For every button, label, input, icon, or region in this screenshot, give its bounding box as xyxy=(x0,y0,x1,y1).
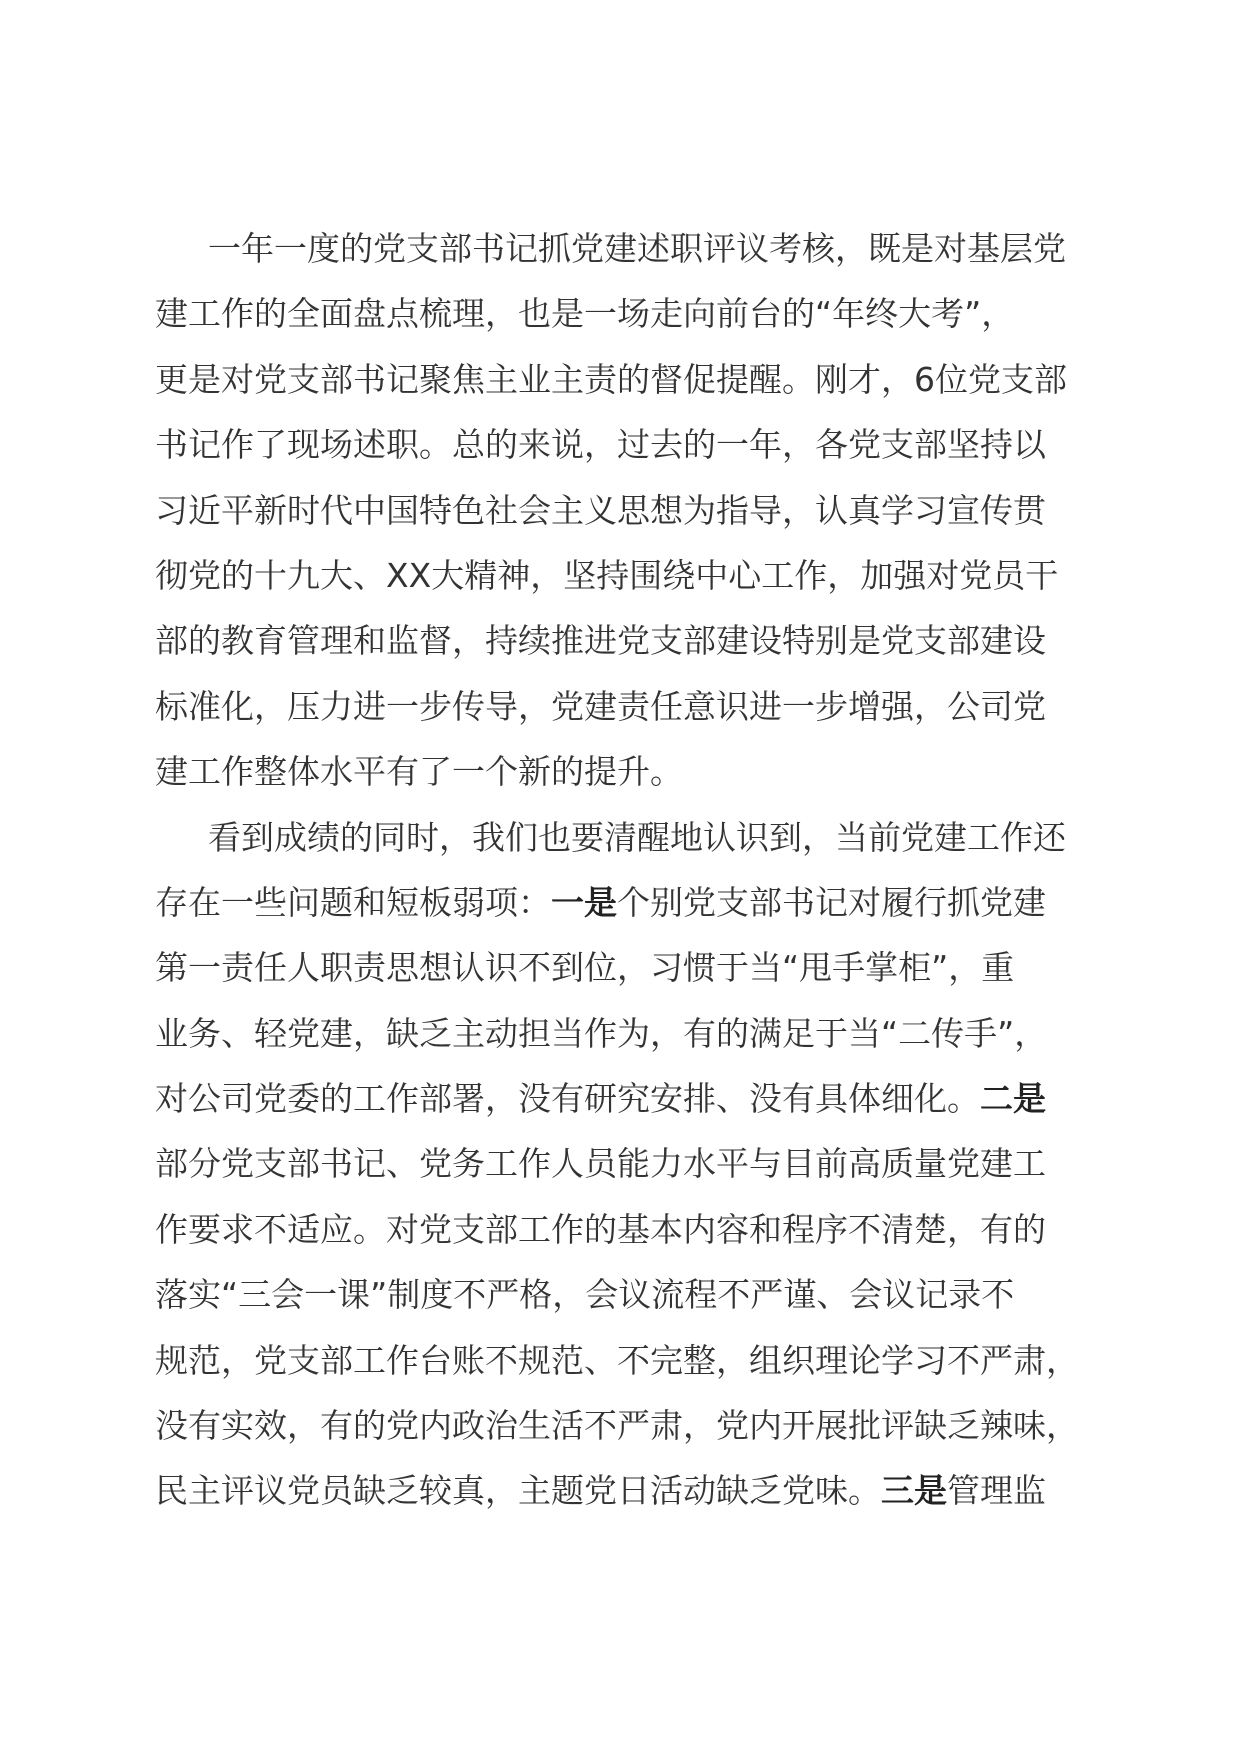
bold-marker: 三是 xyxy=(881,1471,947,1511)
text-line xyxy=(155,1001,1090,1066)
text-segment: 看到成绩的同时，我们也要清醒地认识到，当前党建工作还 xyxy=(208,817,1066,857)
text-line xyxy=(155,608,1090,673)
text-segment: 更是对党支部书记聚焦主业主责的督促提醒。刚才，6位党支部 xyxy=(155,359,1067,399)
text-segment: 一年一度的党支部书记抓党建述职评议考核，既是对基层党 xyxy=(208,229,1066,268)
text-segment: 彻党的十九大、XX大精神，坚持围绕中心工作，加强对党员干 xyxy=(155,555,1059,595)
text-segment: 对公司党委的工作部署，没有研究安排、没有具体细化。 xyxy=(155,1079,980,1119)
text-segment: 业务、轻党建，缺乏主动担当作为，有的满足于当“二传手”， xyxy=(155,1013,1048,1053)
bold-marker: 二是 xyxy=(980,1079,1046,1119)
text-line xyxy=(155,216,1090,281)
text-line xyxy=(155,478,1090,543)
text-line xyxy=(155,1393,1090,1458)
text-line xyxy=(155,1458,1090,1523)
text-segment: 习近平新时代中国特色社会主义思想为指导，认真学习宣传贯 xyxy=(155,490,1046,530)
text-line xyxy=(155,1131,1090,1196)
text-line xyxy=(155,1197,1090,1262)
text-segment: 作要求不适应。对党支部工作的基本内容和程序不清楚，有的 xyxy=(155,1209,1046,1249)
text-segment: 建工作整体水平有了一个新的提升。 xyxy=(155,752,683,792)
text-segment: 规范，党支部工作台账不规范、不完整，组织理论学习不严肃， xyxy=(155,1340,1079,1380)
text-line xyxy=(155,1262,1090,1327)
text-segment: 民主评议党员缺乏较真，主题党日活动缺乏党味。 xyxy=(155,1471,881,1511)
text-segment: 没有实效，有的党内政治生活不严肃，党内开展批评缺乏辣味， xyxy=(155,1406,1079,1446)
text-segment: 第一责任人职责思想认识不到位，习惯于当“甩手掌柜”，重 xyxy=(155,948,1015,988)
text-segment: 部的教育管理和监督，持续推进党支部建设特别是党支部建设 xyxy=(155,621,1046,661)
text-segment: 部分党支部书记、党务工作人员能力水平与目前高质量党建工 xyxy=(155,1144,1046,1184)
text-segment: 标准化，压力进一步传导，党建责任意识进一步增强，公司党 xyxy=(155,686,1046,726)
text-line xyxy=(155,543,1090,608)
text-line xyxy=(155,347,1090,412)
text-line xyxy=(155,281,1090,346)
text-line xyxy=(155,1066,1090,1131)
text-segment: 存在一些问题和短板弱项： xyxy=(155,882,551,922)
text-segment: 落实“三会一课”制度不严格，会议流程不严谨、会议记录不 xyxy=(155,1275,1015,1315)
text-segment: 个别党支部书记对履行抓党建 xyxy=(617,882,1046,922)
text-segment: 建工作的全面盘点梳理，也是一场走向前台的“年终大考”， xyxy=(155,294,1015,334)
text-segment: 书记作了现场述职。总的来说，过去的一年，各党支部坚持以 xyxy=(155,425,1046,465)
text-line xyxy=(155,935,1090,1000)
text-line xyxy=(155,674,1090,739)
text-line xyxy=(155,805,1090,870)
text-line xyxy=(155,870,1090,935)
bold-marker: 一是 xyxy=(551,882,617,922)
text-line xyxy=(155,412,1090,477)
text-line xyxy=(155,739,1090,804)
text-segment: 管理监 xyxy=(947,1471,1046,1511)
text-line xyxy=(155,1328,1090,1393)
body-text xyxy=(155,216,1090,1524)
